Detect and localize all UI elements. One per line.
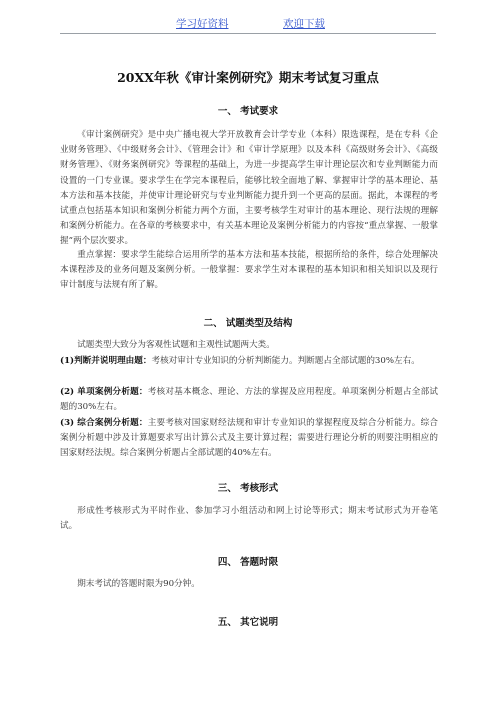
paragraph-question-types-intro: 试题类型大致分为客观性试题和主观性试题两大类。: [77, 340, 275, 350]
list-item-text: 考核对基本概念、理论、方法的掌握及应用程度。单项案例分析题占全部试题的30%左右。: [60, 387, 438, 413]
document-title: 20XX年秋《审计案例研究》期末考试复习重点: [117, 70, 379, 85]
page-header: [0, 16, 496, 34]
header-link-welcome-download[interactable]: 欢迎下载: [283, 18, 325, 30]
list-item-single-case-analysis: [60, 385, 438, 415]
section-heading-assessment-form: 三、 考核形式: [217, 483, 279, 494]
list-item-text: 主要考核对国家财经法规和审计专业知识的掌握程度及综合分析能力。综合案例分析题中涉及计算题要求写出计算公式及主要计算过程；需要进行理论分析的则要注明相应的国家财经法规。综合案例分析题占全部试题的40%左右。: [60, 418, 438, 459]
paragraph-course-description: 《审计案例研究》是中央广播电视大学开放教育会计学专业（本科）限选课程，是在专科《企业财务管理》、《中级财务会计》、《管理会计》和《审计学原理》以及本科《高级财务会计》、《高级财务管理》、《财务案例研究》等课程的基础上，为进一步提高学生审计理论层次和专业判断能力而设置的一门专业课。要求学生在学完本课程后，能够比较全面地了解、掌握审计学的基本理论、基本方法和基本技能，并使审计理论研究与专业判断能力提升到一个更高的层面。据此，本课程的考试重点包括基本知识和案例分析能力两个方面，主要考核学生对审计的基本理论、现行法规的理解和案例分析能力。在各章的考核要求中，有关基本理论及案例分析能力的内容按“重点掌握、一般掌握”两个层次要求。: [60, 130, 438, 247]
list-item-judgement-questions: [60, 354, 438, 369]
section-heading-time-limit: 四、 答题时限: [217, 557, 279, 568]
section-heading-question-types: 二、 试题类型及结构: [203, 318, 293, 329]
list-item-lead: (1)判断并说明理由题：: [60, 356, 152, 366]
list-item-comprehensive-case-analysis: [60, 416, 438, 462]
paragraph-mastery-levels: 重点掌握：要求学生能综合运用所学的基本方法和基本技能，根据所给的条件，综合处理解决本课程涉及的业务问题及案例分析。一般掌握：要求学生对本课程的基本知识和相关知识以及现行审计制度与法规有所了解。: [60, 250, 438, 291]
list-item-lead: (2) 单项案例分析题：: [60, 387, 148, 397]
paragraph-assessment-form: 形成性考核形式为平时作业、参加学习小组活动和网上讨论等形式；期末考试形式为开卷笔试。: [60, 506, 438, 532]
list-item-lead: (3) 综合案例分析题：: [60, 418, 148, 428]
header-link-study-materials[interactable]: 学习好资料: [176, 18, 229, 30]
paragraph-time-limit: 期末考试的答题时限为90分钟。: [77, 579, 200, 589]
header-divider: [60, 33, 436, 34]
section-heading-other-notes: 五、 其它说明: [217, 617, 279, 628]
list-item-text: 考核对审计专业知识的分析判断能力。判断题占全部试题的30%左右。: [151, 356, 420, 366]
section-heading-exam-requirements: 一、 考试要求: [217, 106, 279, 117]
